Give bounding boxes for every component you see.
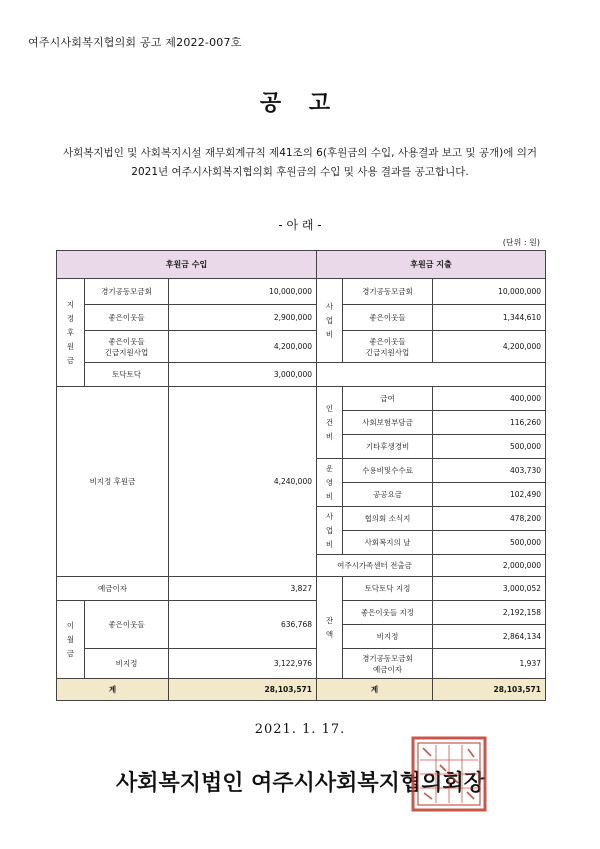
carryover-label: 이 월 금: [57, 601, 85, 679]
intro-line-1: 사회복지법인 및 사회복지시설 재무회계규칙 제41조의 6(후원금의 수입, 사용결과 보고 및 공개)에 의거: [62, 147, 537, 159]
below-heading: - 아 래 -: [278, 218, 322, 232]
page-title: 공 고: [259, 90, 341, 116]
expense-item-amount: 2,864,134: [433, 625, 546, 649]
expense-item-name: 협의회 소식지: [343, 507, 433, 531]
official-seal-icon: [410, 735, 488, 813]
expense-item-name: 수용비및수수료: [343, 459, 433, 483]
income-item-name: 토닥토닥: [85, 363, 169, 387]
unit-label: (단위 : 원): [502, 238, 540, 247]
income-total-amount: 28,103,571: [169, 679, 317, 701]
income-item-name: 좋은이웃들 긴급지원사업: [85, 331, 169, 363]
table-row: [57, 279, 546, 305]
transfer-amount: 2,000,000: [433, 555, 546, 577]
expense-item-amount: 102,490: [433, 483, 546, 507]
expense-item-amount: 500,000: [433, 435, 546, 459]
income-header: 후원금 수입: [57, 251, 317, 279]
expense-item-name: 사회복지의 날: [343, 531, 433, 555]
income-item-amount: 636,768: [169, 601, 317, 649]
total-row: [57, 679, 546, 701]
notice-number: 여주시사회복지협의회 공고 제2022-007호: [28, 36, 242, 49]
income-item-amount: 3,122,976: [169, 649, 317, 679]
expense-item-amount: 478,200: [433, 507, 546, 531]
interest-amount: 3,827: [169, 577, 317, 601]
expense-item-name: 공공요금: [343, 483, 433, 507]
expense-item-amount: 10,000,000: [433, 279, 546, 305]
table-header-row: [57, 251, 546, 279]
table-row: [57, 601, 546, 625]
empty-cell: [317, 363, 546, 387]
expense-item-name: 토닥토닥 지정: [343, 577, 433, 601]
designated-label: 지 정 후 원 금: [57, 279, 85, 387]
income-item-amount: 3,000,000: [169, 363, 317, 387]
income-item-name: 비지정: [85, 649, 169, 679]
income-item-name: 좋은이웃들: [85, 601, 169, 649]
expense-item-name: 기타후생경비: [343, 435, 433, 459]
balance-label: 잔 액: [317, 577, 343, 679]
expense-item-name: 좋은이웃들: [343, 305, 433, 331]
expense-item-name: 비지정: [343, 625, 433, 649]
nondesignated-amount: 4,240,000: [169, 387, 317, 577]
expense-item-amount: 1,344,610: [433, 305, 546, 331]
interest-name: 예금이자: [57, 577, 169, 601]
expense-header: 후원금 지출: [317, 251, 546, 279]
expense-item-amount: 500,000: [433, 531, 546, 555]
personnel-expense-label: 인 건 비: [317, 387, 343, 459]
table-row: [57, 363, 546, 387]
donation-ledger-table: [56, 250, 546, 701]
project-expense-label: 사 업 비: [317, 279, 343, 363]
expense-item-name: 경기공동모금회: [343, 279, 433, 305]
table-row: [57, 577, 546, 601]
income-total-label: 계: [57, 679, 169, 701]
expense-item-name: 경기공동모금회 예금이자: [343, 649, 433, 679]
expense-item-amount: 403,730: [433, 459, 546, 483]
expense-item-name: 급여: [343, 387, 433, 411]
expense-total-label: 계: [317, 679, 433, 701]
expense-item-amount: 400,000: [433, 387, 546, 411]
expense-item-amount: 2,192,158: [433, 601, 546, 625]
expense-item-name: 좋은이웃들 긴급지원사업: [343, 331, 433, 363]
expense-item-amount: 116,260: [433, 411, 546, 435]
table-row: [57, 305, 546, 331]
expense-item-name: 좋은이웃들 지정: [343, 601, 433, 625]
intro-line-2: 2021년 여주시사회복지협의회 후원금의 수입 및 사용 결과를 공고합니다.: [131, 166, 469, 178]
table-row: [57, 387, 546, 411]
income-item-amount: 4,200,000: [169, 331, 317, 363]
transfer-name: 여주시가족센터 전출금: [317, 555, 433, 577]
expense-total-amount: 28,103,571: [433, 679, 546, 701]
intro-text: [20, 144, 580, 182]
expense-item-name: 사회보험부담금: [343, 411, 433, 435]
expense-item-amount: 3,000,052: [433, 577, 546, 601]
income-item-amount: 10,000,000: [169, 279, 317, 305]
nondesignated-name: 비지정 후원금: [57, 387, 169, 577]
income-item-name: 좋은이웃들: [85, 305, 169, 331]
income-item-amount: 2,900,000: [169, 305, 317, 331]
table-row: [57, 649, 546, 679]
project2-expense-label: 사 업 비: [317, 507, 343, 555]
table-row: [57, 331, 546, 363]
expense-item-amount: 4,200,000: [433, 331, 546, 363]
operating-expense-label: 운 영 비: [317, 459, 343, 507]
income-item-name: 경기공동모금회: [85, 279, 169, 305]
notice-date: 2021. 1. 17.: [254, 722, 346, 737]
expense-item-amount: 1,937: [433, 649, 546, 679]
signature-line: 사회복지법인 여주시사회복지협의회장: [116, 770, 485, 796]
